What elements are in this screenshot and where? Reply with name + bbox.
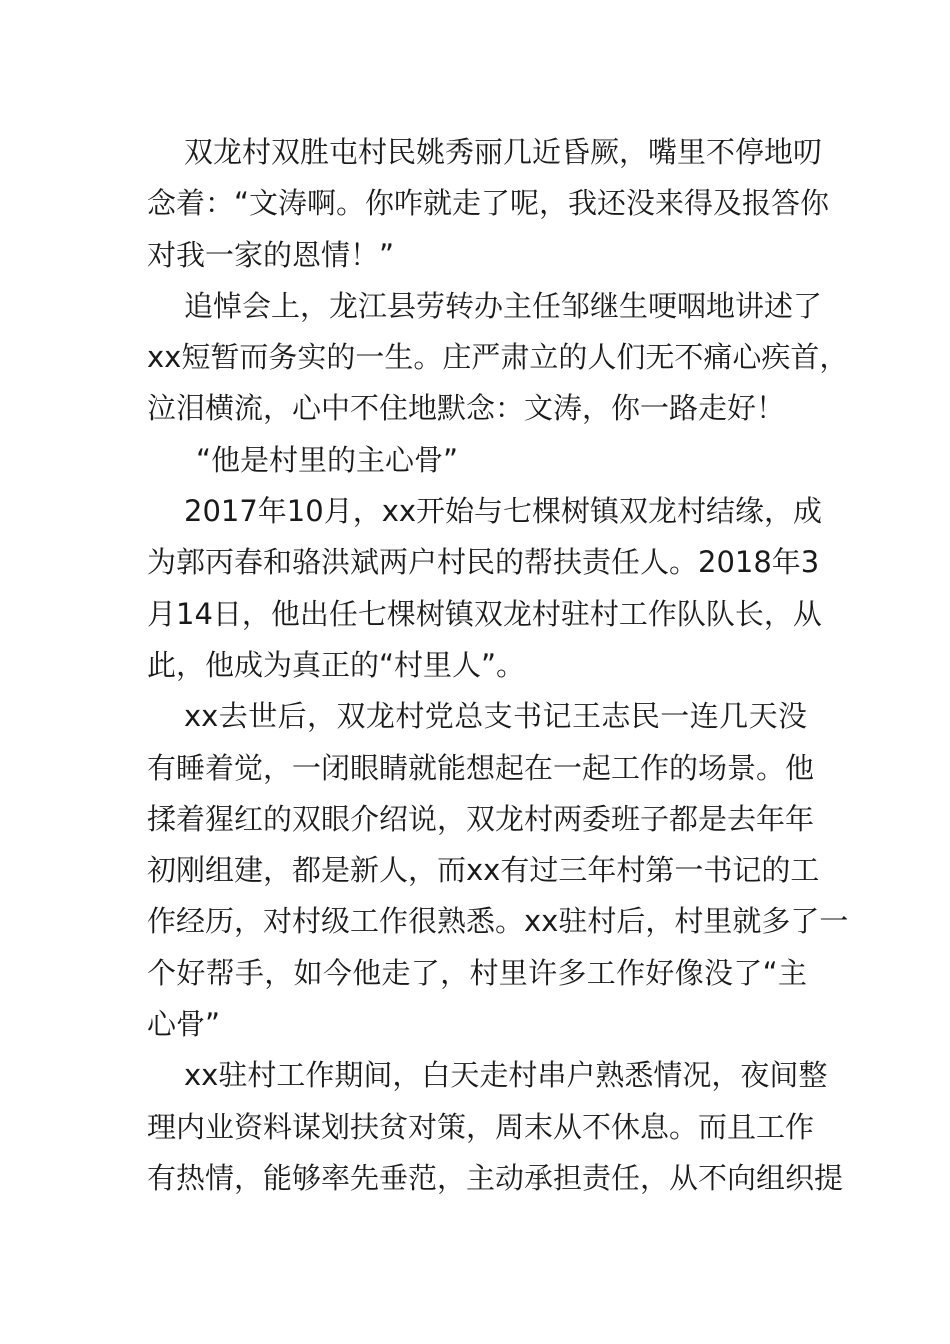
- text-line: 理内业资料谋划扶贫对策，周末从不休息。而且工作: [147, 1109, 815, 1144]
- text-line: xx短暂而务实的一生。庄严肃立的人们无不痛心疾首，: [147, 340, 849, 375]
- section-heading-text: “他是村里的主心骨”: [196, 442, 459, 477]
- text-line: 此，他成为真正的“村里人”。: [147, 647, 526, 682]
- text-line: 2017年10月，xx开始与七棵树镇双龙村结缘，成: [184, 494, 823, 529]
- paragraph-5: [147, 1050, 844, 1204]
- paragraph-4: [147, 691, 849, 1050]
- text-line: 揉着猩红的双眼介绍说，双龙村两委班子都是去年年: [147, 801, 815, 836]
- text-line: 月14日，他出任七棵树镇双龙村驻村工作队队长，从: [147, 596, 822, 631]
- text-line: 初刚组建，都是新人，而xx有过三年村第一书记的工: [147, 853, 820, 888]
- text-line: 双龙村双胜屯村民姚秀丽几近昏厥，嘴里不停地叨: [184, 135, 823, 169]
- document-body: [147, 127, 849, 1204]
- text-line: 心骨”: [147, 1007, 221, 1042]
- paragraph-1: [147, 127, 830, 281]
- text-line: 念着：“文涛啊。你咋就走了呢，我还没来得及报答你: [147, 186, 830, 221]
- text-line: 追悼会上，龙江县劳转办主任邹继生哽咽地讲述了: [184, 288, 823, 323]
- text-line: 泣泪横流，心中不住地默念：文涛，你一路走好！: [147, 391, 786, 426]
- text-line: xx去世后，双龙村党总支书记王志民一连几天没: [184, 699, 807, 734]
- text-line: 有睡着觉，一闭眼睛就能想起在一起工作的场景。他: [147, 750, 815, 785]
- section-heading: [147, 435, 807, 486]
- text-line: 为郭丙春和骆洪斌两户村民的帮扶责任人。2018年3: [147, 545, 820, 580]
- text-line: 作经历，对村级工作很熟悉。xx驻村后，村里就多了一: [147, 904, 849, 939]
- paragraph-2: [147, 281, 849, 435]
- text-line: xx驻村工作期间，白天走村串户熟悉情况，夜间整: [184, 1058, 828, 1093]
- text-line: 对我一家的恩情！”: [147, 237, 395, 272]
- paragraph-3: [147, 486, 823, 691]
- text-line: 有热情，能够率先垂范，主动承担责任，从不向组织提: [147, 1160, 844, 1195]
- text-line: 个好帮手，如今他走了，村里许多工作好像没了“主: [147, 955, 807, 990]
